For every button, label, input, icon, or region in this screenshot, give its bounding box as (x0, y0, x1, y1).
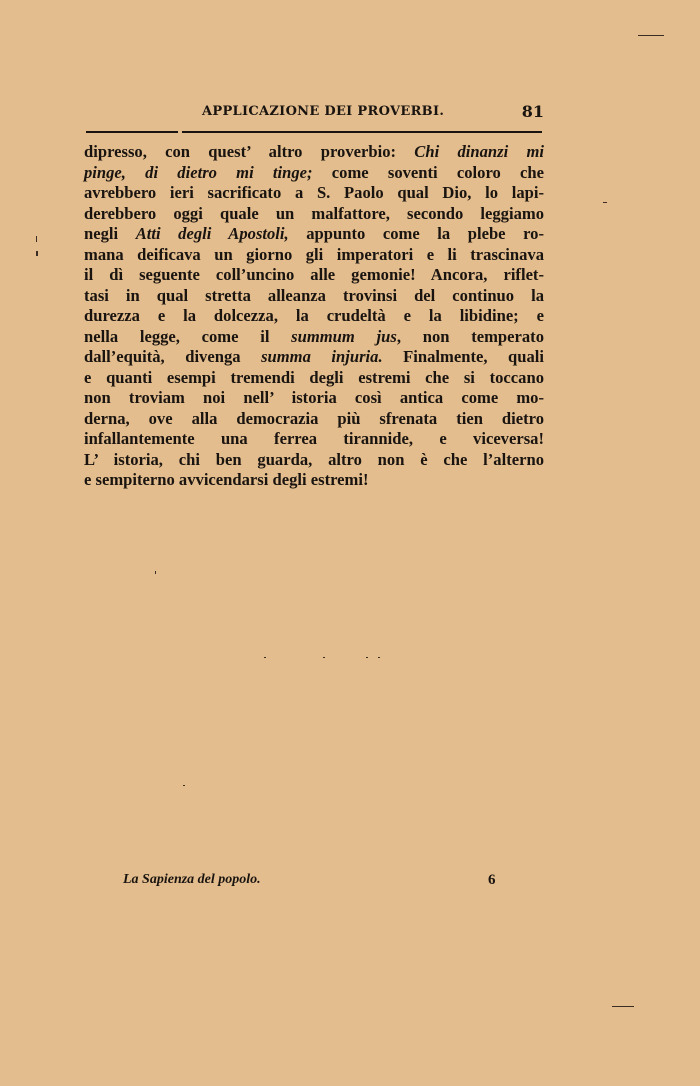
text-run: dipresso, con quest’ altro proverbio: (84, 142, 415, 161)
text-line (84, 409, 544, 430)
italic-phrase: summum jus (291, 326, 397, 346)
text-run: negli (84, 224, 136, 243)
body-paragraph (84, 142, 544, 491)
text-run: tasi in qual stretta alleanza trovinsi del continuo la (84, 285, 544, 305)
scan-mark (155, 571, 156, 574)
text-run: durezza e la dolcezza, la crudeltà e la libidine; e (84, 306, 544, 325)
text-line (84, 368, 544, 389)
text-line (84, 327, 544, 348)
text-line (84, 388, 544, 409)
text-run: derebbero oggi quale un malfattore, secondo leggiamo (84, 203, 544, 223)
page-footer (0, 870, 700, 894)
scan-mark (638, 35, 664, 36)
text-run: dall’equità, divenga (84, 347, 262, 366)
scan-mark (36, 251, 38, 256)
scan-mark (323, 657, 325, 658)
sheet-number: 6 (488, 872, 496, 888)
text-run: nella legge, come il (84, 326, 292, 346)
text-run: come soventi coloro che (312, 162, 544, 182)
signature-line: La Sapienza del popolo. (123, 872, 261, 887)
scan-mark (603, 202, 607, 203)
text-line (84, 224, 544, 245)
text-line (84, 142, 544, 163)
text-line (84, 306, 544, 327)
text-line (84, 245, 544, 266)
text-run: appunto come la plebe ro- (288, 224, 544, 243)
text-line (84, 183, 544, 204)
text-run: il dì seguente coll’uncino alle gemonie! Ancora, riflet- (84, 265, 544, 284)
header-rule-break (178, 130, 182, 134)
scan-mark (378, 657, 380, 658)
text-line (84, 286, 544, 307)
text-run: infallantemente una ferrea tirannide, e viceversa! (84, 429, 544, 448)
running-head (84, 104, 544, 126)
scan-mark (183, 785, 185, 786)
scan-mark (612, 1006, 634, 1007)
page-number: 81 (521, 102, 544, 121)
text-line (84, 470, 544, 491)
text-line (84, 450, 544, 471)
italic-phrase: Atti degli Apostoli, (135, 224, 289, 243)
running-title: APPLICAZIONE DEI PROVERBI. (202, 104, 445, 119)
text-run: avrebbero ieri sacrificato a S. Paolo qual Dio, lo lapi- (84, 183, 544, 202)
text-line (84, 204, 544, 225)
text-run: e sempiterno avvicendarsi degli estremi! (84, 470, 369, 489)
text-run: Finalmente, quali (382, 347, 544, 366)
text-line (84, 347, 544, 368)
text-line (84, 429, 544, 450)
text-line (84, 163, 544, 184)
italic-phrase: summa injuria. (261, 347, 383, 366)
text-run: non troviam noi nell’ istoria così antica come mo- (84, 388, 544, 407)
scan-mark (36, 236, 37, 242)
text-run: e quanti esempi tremendi degli estremi che si toccano (84, 367, 544, 387)
header-rule (86, 131, 542, 133)
text-line (84, 265, 544, 286)
scan-mark (366, 657, 368, 658)
text-run: L’ istoria, chi ben guarda, altro non è che l’alterno (84, 449, 544, 469)
scan-mark (264, 657, 266, 658)
text-run: mana deificava un giorno gli imperatori e li trascinava (84, 244, 544, 264)
text-run: derna, ove alla democrazia più sfrenata tien dietro (84, 408, 544, 428)
italic-phrase: pinge, di dietro mi tinge; (84, 162, 313, 182)
text-run: , non temperato (396, 326, 544, 346)
italic-phrase: Chi dinanzi mi (414, 142, 544, 161)
